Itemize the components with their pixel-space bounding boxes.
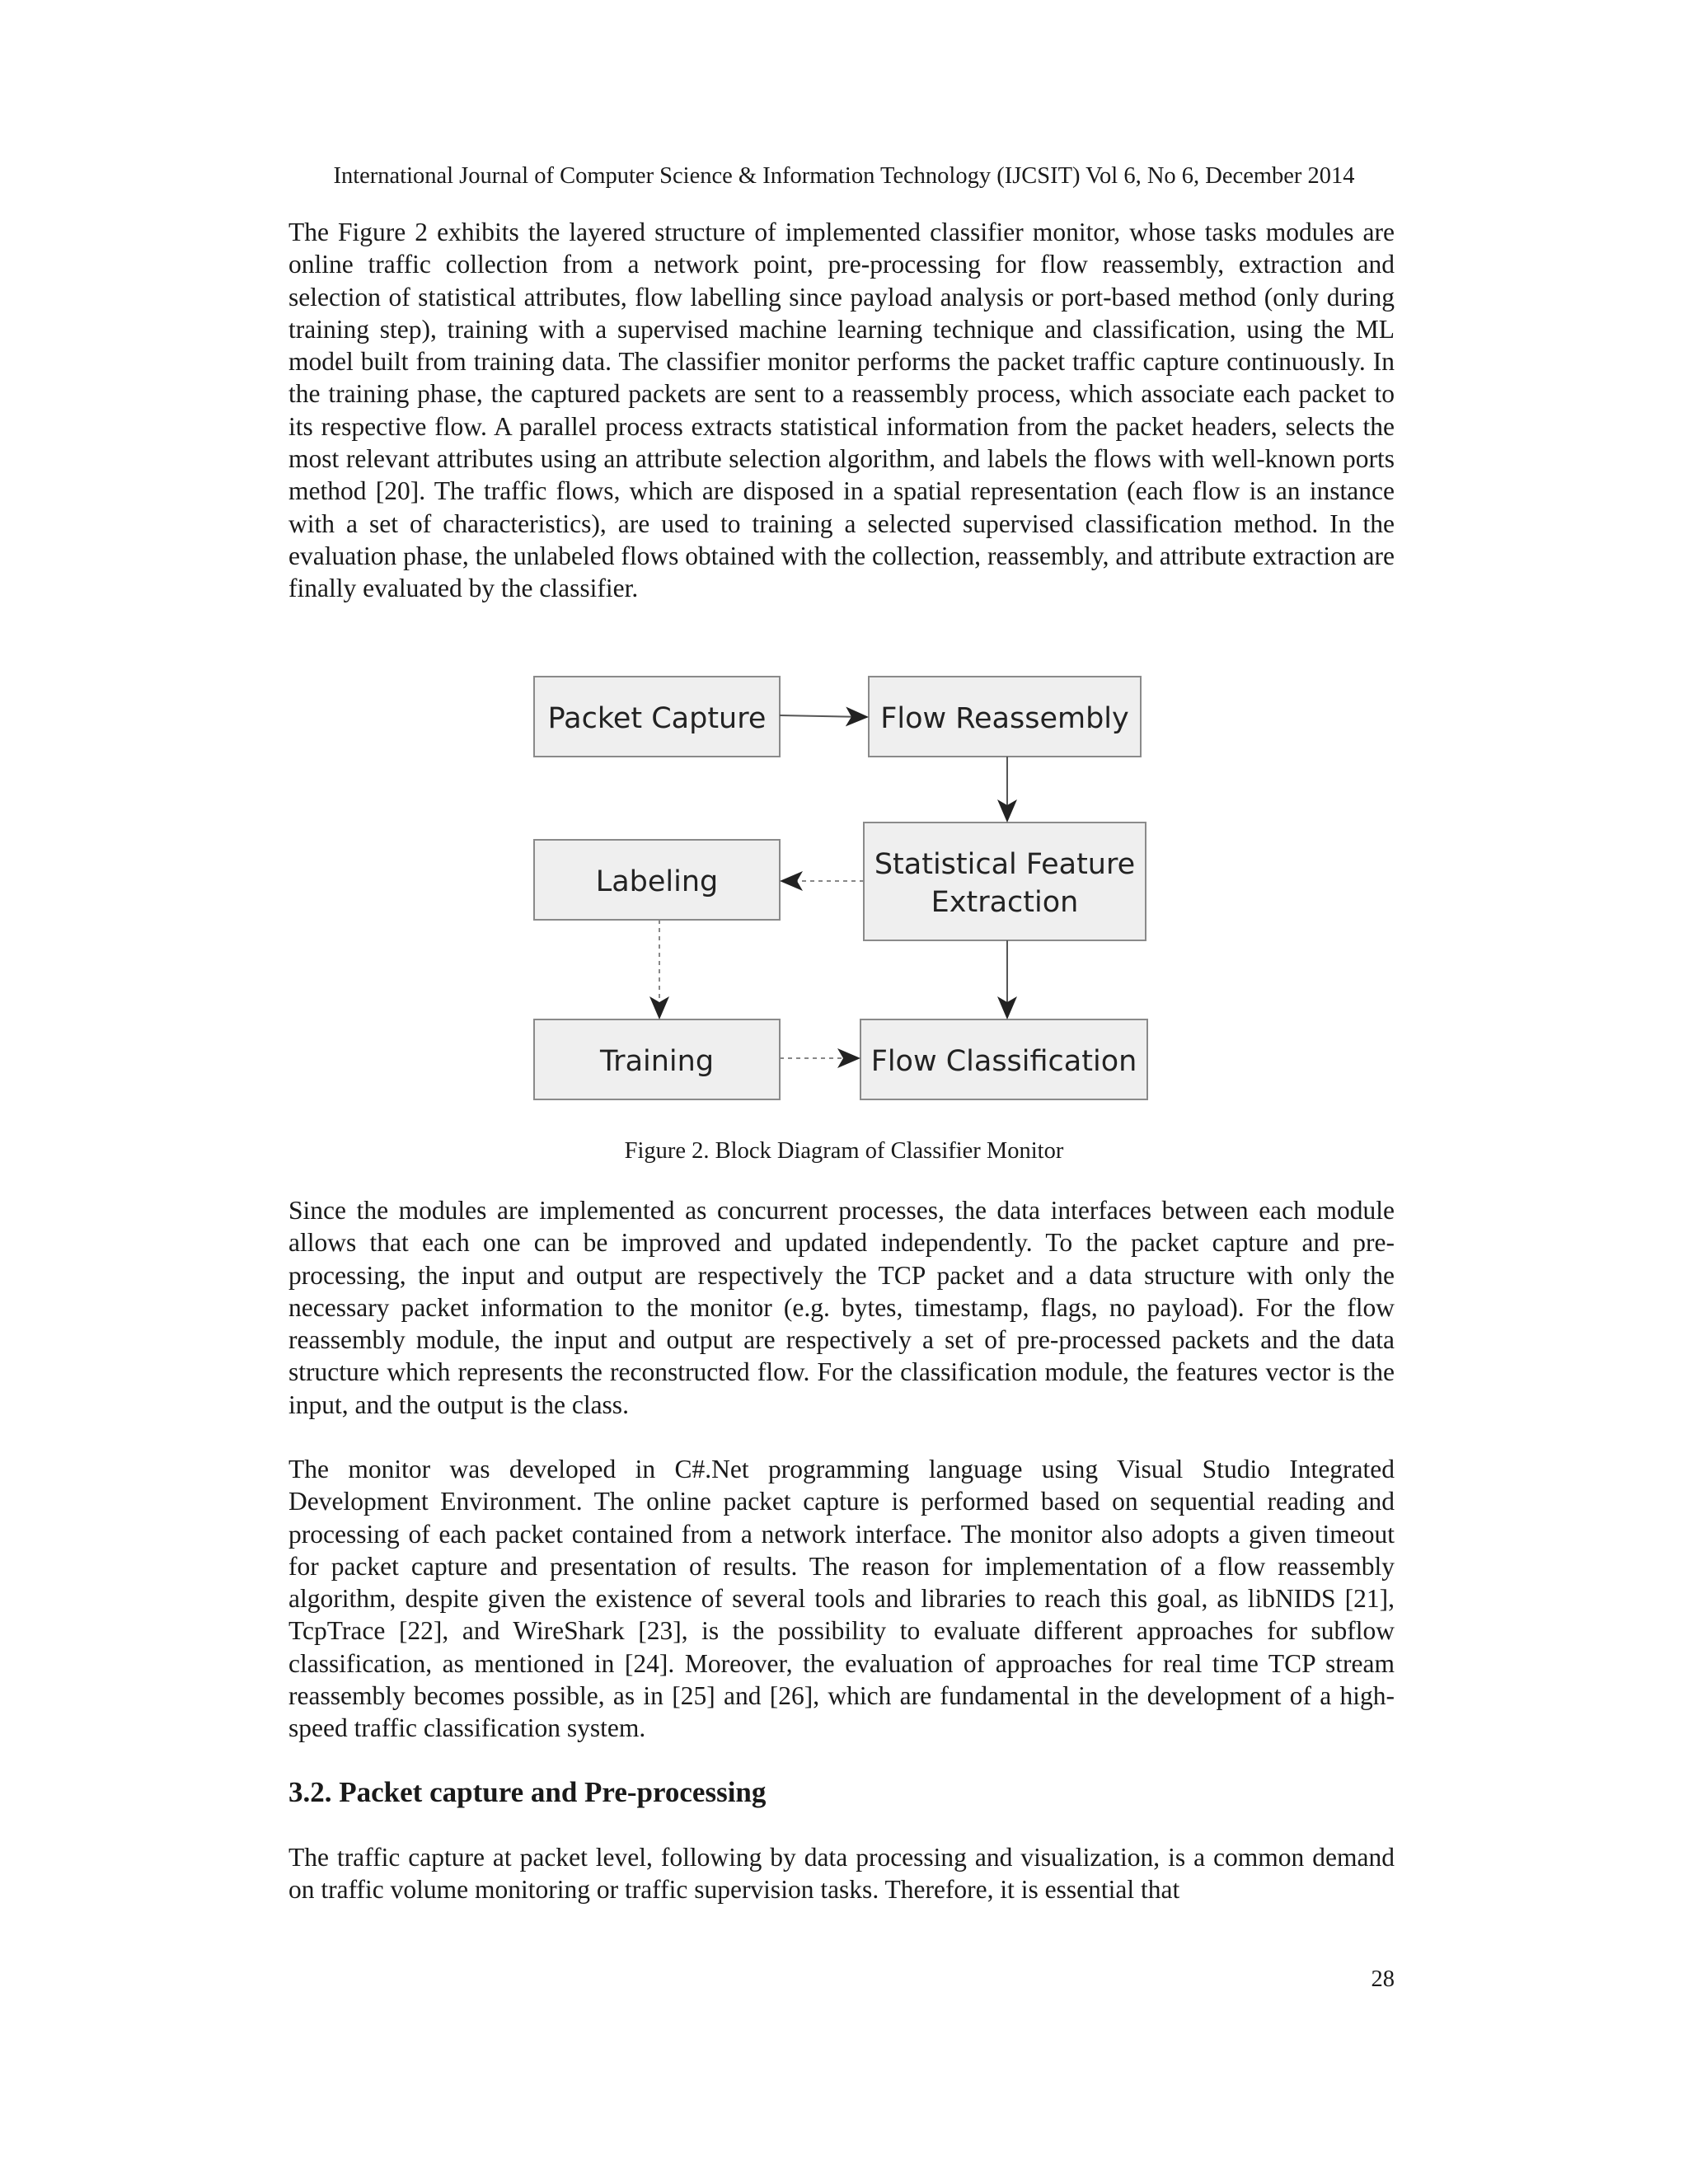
box-training-label: Training <box>599 1045 715 1078</box>
box-flow-classification <box>860 1019 1147 1099</box>
box-flow-classification-label: Flow Classification <box>870 1045 1137 1078</box>
box-statistical-label-line2: Extraction <box>931 886 1079 919</box>
section-heading: 3.2. Packet capture and Pre-processing <box>288 1776 767 1808</box>
box-flow-reassembly <box>869 677 1141 757</box>
box-packet-capture <box>534 677 780 757</box>
box-training <box>534 1019 780 1099</box>
box-labeling <box>534 840 780 920</box>
box-statistical-label-line1: Statistical Feature <box>874 848 1136 881</box>
paragraph-module-interfaces: Since the modules are implemented as concurrent processes, the data interfaces between each module allows that each one can be improved and updated independently. To the packet capture and pre-processing, the input and output are respectively the TCP packet and a data structure with only the necessary packet information to the monitor (e.g. bytes, timestamp, flags, no payload). For the flow reassembly module, the input and output are respectively a set of pre-processed packets and the data structure which represents the reconstructed flow. For the classification module, the features vector is the input, and the output is the class. <box>288 1196 1395 1419</box>
paragraph-monitor-development: The monitor was developed in C#.Net programming language using Visual Studio Integrated Development Environment. The online packet capture is performed based on sequential reading and processing of each packet contained from a network interface. The monitor also adopts a given timeout for packet capture and presentation of results. The reason for implementation of a flow reassembly algorithm, despite given the existence of several tools and libraries to reach this goal, as libNIDS [21], TcpTrace [22], and WireShark [23], is the possibility to evaluate different approaches for subflow classification, as mentioned in [24]. Moreover, the evaluation of approaches for real time TCP stream reassembly becomes possible, as in [25] and [26], which are fundamental in the development of a high-speed traffic classification system. <box>288 1455 1395 1743</box>
paragraph-traffic-capture: The traffic capture at packet level, following by data processing and visualization, is a common demand on traffic volume monitoring or traffic supervision tasks. Therefore, it is essential that <box>288 1843 1395 1905</box>
box-flow-reassembly-label: Flow Reassembly <box>880 702 1129 735</box>
box-packet-capture-label: Packet Capture <box>547 702 767 735</box>
page-number: 28 <box>1371 1966 1395 1992</box>
paragraph-figure-description: The Figure 2 exhibits the layered structure of implemented classifier monitor, whose tasks modules are online traffic collection from a network point, pre-processing for flow reassembly, extraction and selection of statistical attributes, flow labelling since payload analysis or port-based method (only during training step), training with a supervised machine learning technique and classification, using the ML model built from training data. The classifier monitor performs the packet traffic capture continuously. In the training phase, the captured packets are sent to a reassembly process, which associate each packet to its respective flow. A parallel process extracts statistical information from the packet headers, selects the most relevant attributes using an attribute selection algorithm, and labels the flows with well-known ports method [20]. The traffic flows, which are disposed in a spatial representation (each flow is an instance with a set of characteristics), are used to training a selected supervised classification method. In the evaluation phase, the unlabeled flows obtained with the collection, reassembly, and attribute extraction are finally evaluated by the classifier. <box>288 218 1395 603</box>
running-header: International Journal of Computer Science & Information Technology (IJCSIT) Vol 6, No 6, December 2014 <box>333 163 1355 189</box>
arrow-capture-to-reassembly <box>780 715 867 717</box>
figure-caption: Figure 2. Block Diagram of Classifier Monitor <box>624 1138 1064 1164</box>
box-statistical-feature-extraction <box>864 823 1146 940</box>
box-labeling-label: Labeling <box>595 865 719 898</box>
